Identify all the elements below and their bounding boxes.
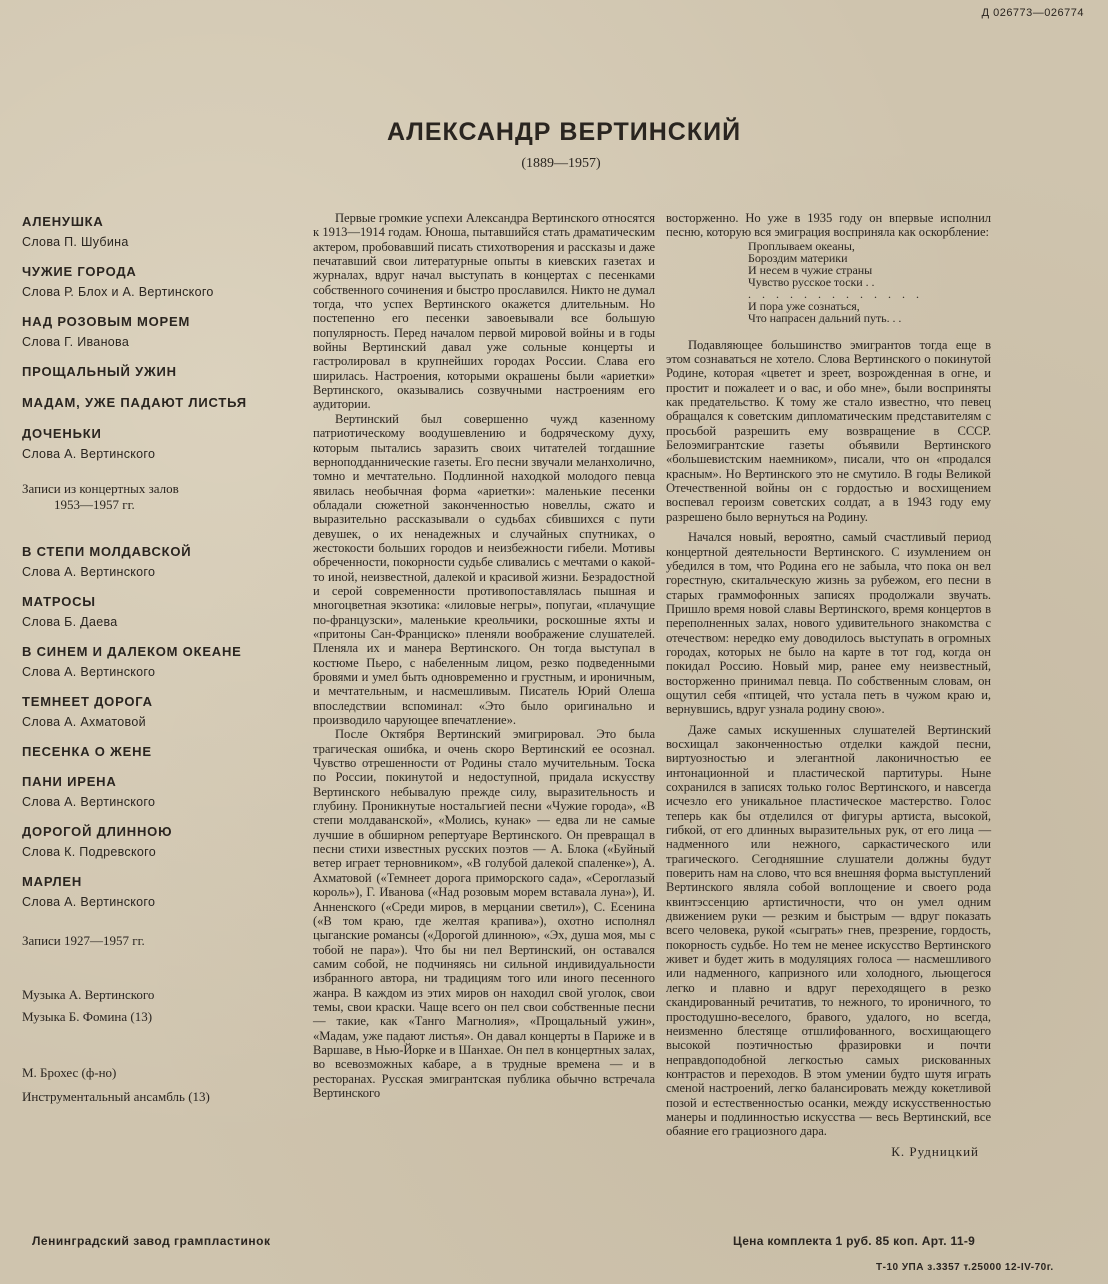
track-group-1 <box>22 213 292 463</box>
poem-excerpt <box>748 240 991 324</box>
track-item <box>22 873 292 911</box>
essay-paragraph: После Октября Вертинский эмигрировал. Это была трагическая ошибка, и очень скоро Вертинский ее осознал. Чувство отрешенности от Родины стало мучительным. Тоска по России, покинутой и недоступной, придала искусству Вертинского небывалую прежде силу, выразительность и глубину. Проникнутые ностальгией песни «Чужие города», «В степи молдаванской», «Молись, кунак» — едва ли не самые лучшие в обширном репертуаре Вертинского. Он превращал в песни стихи известных русских поэтов — А. Блока («Буйный ветер играет терновником», «В голубой далекой спаленке»), А. Ахматовой («Темнеет дорога приморского сада», «Сероглазый король»), Г. Иванова («Над розовым морем вставала луна»), И. Анненского («Среди миров, в мерцании светил»), С. Есенина («В том краю, где желтая крапива»), охотно исполнял цыганские романсы («Дорогой длинною», «Эх, душа моя, мы с тобой не пара»). Что бы ни пел Вертинский, он оставался самим собой, не подчиняясь ни сильной индивидуальности избранного автора, ни традициям того или иного песенного жанра. В каждом из этих миров он находил свой уголок, свои темы, свои краски. Чаще всего он пел свои собственные песни — такие, как «Танго Магнолия», «Прощальный ужин», «Мадам, уже падают листья». Он давал концерты в Париже и в Варшаве, в Нью-Йорке и в Шанхае. Он пел в концертных залах, во всевозможных кабаре, а в трудные времена — и в ресторанах. Русская эмигрантская публика обычно встречала Вертинского <box>313 727 655 1100</box>
track-lyricist: Слова Р. Блох и А. Вертинского <box>22 285 214 299</box>
track-item <box>22 823 292 861</box>
track-title: МАРЛЕН <box>22 874 83 889</box>
track-title: МАДАМ, УЖЕ ПАДАЮТ ЛИСТЬЯ <box>22 395 247 410</box>
essay-paragraph: восторженно. Но уже в 1935 году он впервые исполнил песню, которую вся эмиграция восприняла как оскорбление: <box>666 211 991 240</box>
track-title: ДОЧЕНЬКИ <box>22 426 102 441</box>
poem-ellipsis: . . . . . . . . . . . . . <box>748 286 923 301</box>
recording-note-1 <box>22 481 292 513</box>
track-title: ТЕМНЕЕТ ДОРОГА <box>22 694 153 709</box>
essay-column-2 <box>666 211 991 1159</box>
essay-paragraph: Даже самых искушенных слушателей Вертинский восхищал законченностью отделки каждой песни, виртуозностью и элегантной лаконичностью ее интонационной и пластической партитуры. Ныне сохранился в записях только голос Вертинского, и навсегда исчезло его уникальное пластическое мастерство. Голос теперь как бы отделился от фигуры артиста, высокой, гибкой, от его длинных выразительных рук, от его лица — надменного или нежного, саркастического или трагического. Сегодняшние слушатели должны будут поверить нам на слово, что вся внешняя форма выступлений Вертинского являла собой воплощение и своего рода квинтэссенцию артистичности, что он умел одним движением руки — резким и быстрым — вдруг показать всего человека, рукой «сыграть» гнев, презрение, гордость, покорность судьбе. Но тем не менее искусство Вертинского живет и будет жить в модуляциях голоса — насмешливого или надменного, капризного или холодного, льющегося легко и плавно и вдруг переходящего в резко скандированный речитатив, то нежного, то ироничного, то простодушно-веселого, бравого, удалого, но всегда, неизменно блестяще отшлифованного, восхищающего высокой поэтичностью фразировки и почти неправдоподобной легкостью самых рискованных контрастов и переходов. В этом умении будто шутя играть сменой настроений, легко балансировать между кокетливой позой и естественностью осанки, между искусственностью манеры и подлинностью искусства — весь Вертинский, все обаяние его грациозного дара. <box>666 722 991 1139</box>
poem-line: Проплываем океаны, <box>748 238 855 253</box>
performer-credits <box>22 1065 292 1105</box>
poem-line: Чувство русское тоски . . <box>748 274 875 289</box>
track-lyricist: Слова К. Подревского <box>22 845 156 859</box>
track-lyricist: Слова П. Шубина <box>22 235 129 249</box>
music-credit: Музыка Б. Фомина (13) <box>22 1009 153 1024</box>
track-item <box>22 773 292 811</box>
essay-paragraph: Начался новый, вероятно, самый счастливый период концертной деятельности Вертинского. С изумлением он убедился в том, что Родина его не забыла, что пока он вел горестную, скитальческую жизнь за рубежом, его песни в старых граммофонных записях продолжали звучать. Пришло время новой славы Вертинского, время концертов в переполненных залах, нового удивительного знакомства с отечеством: нередко ему доводилось выступать в огромных городах, которых не было на карте в тот год, когда он покидал Россию. Новый мир, ранее ему неизвестный, восторженно принимал певца. По собственным словам, он ощутил себя «птицей, что устала петь в чужом краю и, вернувшись, вдруг узнала родину свою». <box>666 530 991 717</box>
essay-paragraph: Подавляющее большинство эмигрантов тогда еще в этом сознаваться не хотело. Слова Вертинского о покинутой Родине, которая «цветет и зреет, возрожденная в огне, и простит и пожалеет и о вас, и обо мне», были восприняты как предательство. К тому же стало известно, что певец обращался к советским дипломатическим представителям с просьбой разрешить ему возвращение в СССР. Белоэмигрантские газеты объявили Вертинского «большевистским наемником», писали, что он «продался красным». Но Вертинского это не смутило. В годы Великой Отечественной войны он с гордостью и восхищением воспевал героизм советских солдат, а в 1943 году ему разрешено было вернуться на Родину. <box>666 337 991 524</box>
recording-note-2: Записи 1927—1957 гг. <box>22 933 145 948</box>
track-lyricist: Слова А. Ахматовой <box>22 715 146 729</box>
track-lyricist: Слова Б. Даева <box>22 615 118 629</box>
track-item <box>22 263 292 301</box>
track-title: В СИНЕМ И ДАЛЕКОМ ОКЕАНЕ <box>22 644 242 659</box>
poem-line: Что напрасен дальний путь. . . <box>748 310 902 325</box>
print-mark: Т-10 УПА з.3357 т.25000 12-IV-70г. <box>876 1262 1054 1273</box>
page-title: АЛЕКСАНДР ВЕРТИНСКИЙ <box>386 118 742 146</box>
music-credits <box>22 987 292 1025</box>
track-title: АЛЕНУШКА <box>22 214 104 229</box>
track-lyricist: Слова А. Вертинского <box>22 565 156 579</box>
tracklist <box>22 213 292 1105</box>
poem-line: И пора уже сознаться, <box>748 298 860 313</box>
track-lyricist: Слова А. Вертинского <box>22 665 156 679</box>
poem-line: Бороздим материки <box>748 250 848 265</box>
poem-line: И несем в чужие страны <box>748 262 873 277</box>
track-item <box>22 313 292 351</box>
essay-column-1 <box>313 211 655 1100</box>
price-info: Цена комплекта 1 руб. 85 коп. Арт. 11-9 <box>733 1234 976 1248</box>
track-title: ЧУЖИЕ ГОРОДА <box>22 264 137 279</box>
track-item <box>22 593 292 631</box>
track-title: НАД РОЗОВЫМ МОРЕМ <box>22 314 191 329</box>
essay-author: К. Рудницкий <box>891 1143 979 1159</box>
track-item <box>22 643 292 681</box>
track-item <box>22 693 292 731</box>
track-lyricist: Слова Г. Иванова <box>22 335 130 349</box>
track-item <box>22 425 292 463</box>
music-credit: Музыка А. Вертинского <box>22 987 155 1002</box>
track-title: В СТЕПИ МОЛДАВСКОЙ <box>22 544 192 559</box>
track-title: ПАНИ ИРЕНА <box>22 774 117 789</box>
track-item <box>22 543 292 581</box>
track-item <box>22 213 292 251</box>
track-title: ПЕСЕНКА О ЖЕНЕ <box>22 744 152 759</box>
essay-paragraph: Первые громкие успехи Александра Вертинского относятся к 1913—1914 годам. Юноша, пытавшийся стать драматическим актером, пробовавший писать стихотворения и рассказы и даже печатавший свои литературные опыты в киевских газетах и журналах, вдруг начал выступать в концертах с песенками собственного сочинения и быстро прославился. Никто не думал тогда, что успех Вертинского окажется длительным. Но постепенно его песенки завоевывали все большую популярность. Перед началом первой мировой войны и в годы войны Вертинский давал уже сольные концерты и гастролировал в крупнейших городах России. Слава его ширилась. Настроения, которыми окрашены были «ариетки» Вертинского, оказывались созвучными настроениям его аудитории. <box>313 211 655 412</box>
life-years: (1889—1957) <box>521 156 601 171</box>
track-group-2 <box>22 543 292 911</box>
recording-note-line: 1953—1957 гг. <box>54 497 135 512</box>
track-title: ДОРОГОЙ ДЛИННОЮ <box>22 824 173 839</box>
track-lyricist: Слова А. Вертинского <box>22 795 156 809</box>
track-item <box>22 363 292 380</box>
track-lyricist: Слова А. Вертинского <box>22 895 156 909</box>
manufacturer: Ленинградский завод грампластинок <box>32 1234 271 1248</box>
track-title: МАТРОСЫ <box>22 594 96 609</box>
catalog-number: Д 026773—026774 <box>981 7 1084 19</box>
performer-credit: Инструментальный ансамбль (13) <box>22 1089 210 1104</box>
track-title: ПРОЩАЛЬНЫЙ УЖИН <box>22 364 177 379</box>
essay-paragraph: Вертинский был совершенно чужд казенному патриотическому воодушевлению и бодряческому духу, которым пытались заразить своих читателей тогдашние верноподданнические газеты. Его песни звучали меланхолично, томно и мечтательно. Подлинной находкой молодого певца явилась необычная форма «ариетки»: маленькие песенки обладали сюжетной законченностью новеллы, сжато и выразительно рассказывали о судьбах сбившихся с пути девушек, о их ненадежных и случайных спутниках, о жестокости больших городов и неизбежности гибели. Мотивы обреченности, покорности судьбе сливались с мечтами о какой-то иной, неизвестной, далекой и красивой жизни. Безрадостной и серой современности противопоставлялась пышная и многоцветная экзотика: «лиловые негры», попугаи, «плачущие по-французски», маленькие креольчики, роскошные яхты и «притоны Сан-Франциско» пленяли воображение слушателей. Пленяла их и манера Вертинского. Он тогда выступал в костюме Пьеро, с набеленным лицом, резко подведенными бровями и умел быть одновременно и грустным, и ироничным, и мечтательным, и насмешливым. Писатель Юрий Олеша впоследствии вспоминал: «Это было оригинально и производило чарующее впечатление». <box>313 411 655 728</box>
track-lyricist: Слова А. Вертинского <box>22 447 156 461</box>
recording-note-line: Записи из концертных залов <box>22 481 179 496</box>
performer-credit: М. Брохес (ф-но) <box>22 1065 117 1080</box>
track-item <box>22 394 292 411</box>
track-item <box>22 743 292 760</box>
